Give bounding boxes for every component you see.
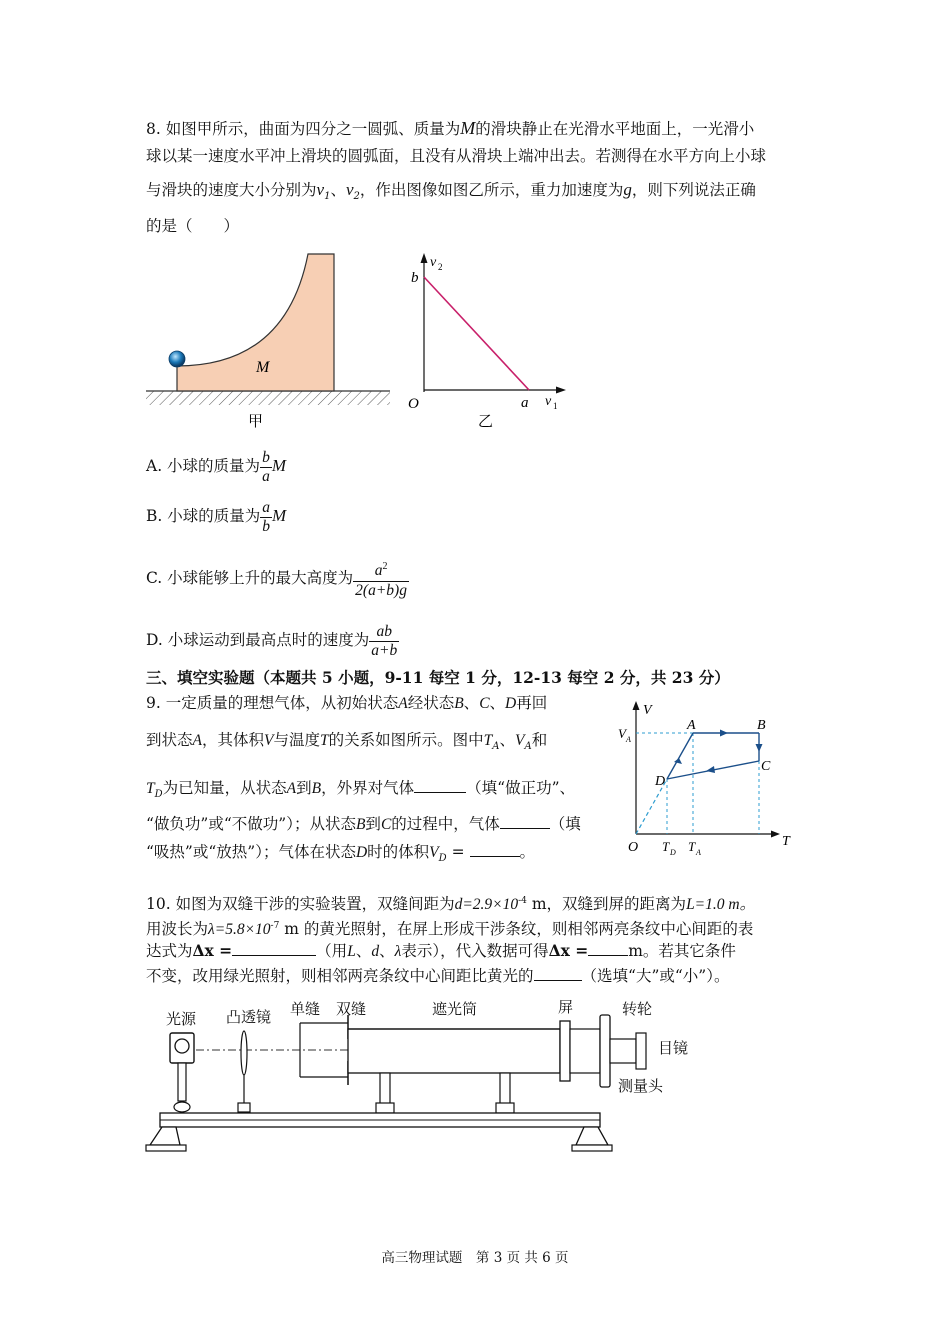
q8-line2 [146, 146, 766, 166]
q10-text: 不变，改用绿光照射，则相邻两亮条纹中心间距比黄光的 [146, 967, 534, 985]
state-c: C [479, 695, 490, 712]
fraction [353, 558, 409, 599]
state-a: A [398, 695, 408, 712]
q10-text: m。若其它条件 [628, 942, 736, 960]
support-1 [380, 1073, 390, 1105]
q9-line1: 9. 一定质量的理想气体，从初始状态A经状态B、C、D再回 [146, 694, 548, 712]
td-label: T [662, 839, 670, 854]
q9-text: 到状态 [146, 731, 193, 749]
point-d: D [655, 774, 666, 789]
va-label-sub: A [626, 735, 631, 744]
label-tube: 遮光筒 [432, 1002, 478, 1018]
q8-text: 与滑块的速度大小分别为 [146, 181, 317, 199]
q10-l-value: L=1.0 m。 [686, 896, 756, 914]
q10-text: （选填“大”或“小”）。 [581, 967, 730, 985]
y-axis-label: v [430, 255, 437, 270]
screen [560, 1021, 570, 1081]
label-wheel: 转轮 [622, 1002, 653, 1018]
caption-yi: 乙 [478, 414, 494, 430]
q8-v2-sub: 2 [353, 191, 360, 202]
blank-2[interactable] [500, 814, 550, 829]
blank-4[interactable] [232, 941, 316, 956]
caption-jia: 甲 [248, 414, 264, 430]
x-axis-label: v [545, 394, 552, 409]
q8-v1-sub: 1 [324, 191, 331, 202]
option-a [146, 446, 286, 486]
q9-text: 时的体积 [367, 843, 430, 861]
intercept-b: b [411, 270, 419, 286]
x-axis-sub: 1 [553, 401, 558, 411]
blank-5[interactable] [588, 941, 628, 956]
v-arrow [633, 701, 640, 710]
q10-d-value: d=2.9×10 [454, 896, 519, 914]
q9-text: 与温度 [273, 731, 320, 749]
frac-num: ab [369, 623, 399, 642]
q8-mass-symbol: M [460, 118, 476, 138]
q10-line4 [146, 966, 729, 986]
state-b: B [454, 695, 464, 712]
support-2-base [496, 1103, 514, 1113]
q9-line3 [146, 778, 575, 805]
l-symbol: L [347, 943, 356, 960]
volume-symbol: V [264, 732, 274, 749]
state-a: A [192, 732, 202, 749]
frac-den: a [262, 467, 270, 485]
option-c [146, 556, 409, 600]
bench-leg-left [150, 1127, 180, 1145]
intercept-a: a [521, 395, 529, 411]
page-footer: 高三物理试题 第 3 页 共 6 页 [381, 1250, 569, 1266]
frac-num: a [374, 562, 383, 580]
label-single-slit: 单缝 [290, 1002, 321, 1018]
q9-text: ，外界对气体 [321, 779, 415, 797]
temp-symbol: T [319, 732, 329, 749]
x-arrow [556, 387, 566, 394]
q10-text: m，双缝到屏的距离为 [526, 895, 687, 914]
q8-v2: v [345, 180, 354, 199]
convex-lens [241, 1031, 247, 1075]
point-b: B [757, 718, 766, 733]
fraction [369, 623, 399, 660]
state-c: C [380, 816, 392, 833]
q9-text: 的关系如图所示。图中 [328, 731, 484, 749]
point-a: A [687, 718, 696, 733]
frac-num: b [262, 448, 270, 466]
option-b [146, 496, 286, 536]
state-d: D [505, 695, 517, 712]
q9-text: 经状态 [407, 694, 455, 712]
vd-sub: D [438, 853, 447, 864]
option-b-text: B. 小球的质量为 [146, 507, 261, 525]
ta-label-sub: A [696, 848, 701, 857]
q9-text: 和 [531, 731, 548, 749]
blank-6[interactable] [534, 966, 582, 981]
q10-line3: 达式为Δx = （用L、d、λ表示），代入数据可得Δx = m。若其它条件 [146, 941, 736, 960]
q8-text: 8. 如图甲所示，曲面为四分之一圆弧、质量为 [146, 120, 461, 138]
frac-num-sup: 2 [382, 561, 388, 573]
q9-text: 再回 [516, 694, 548, 712]
point-c: C [761, 759, 771, 774]
vd-symbol: V [429, 844, 439, 861]
q9-text: “做负功”或“不做功”）；从状态 [146, 815, 356, 833]
t-axis-label: T [782, 834, 790, 849]
q10-text: 达式为 [146, 942, 193, 960]
q8-line3 [146, 180, 756, 207]
q10-text: （用 [316, 942, 348, 960]
q8-text: ，作出图像如图乙所示，重力加速度为 [359, 181, 624, 199]
lambda-symbol: λ [394, 943, 402, 960]
mass-label: M [256, 359, 270, 376]
q9-text: （填“做正功”、 [466, 779, 575, 797]
q8-v1: v [316, 180, 325, 199]
vt-graph [616, 700, 806, 860]
tube-end [570, 1029, 600, 1073]
dx-symbol: Δx = [548, 941, 589, 960]
bench-foot-left [146, 1145, 186, 1151]
q10-line2 [146, 916, 753, 940]
q8-text: 的滑块静止在光滑水平地面上，一光滑小 [475, 120, 755, 138]
option-a-text: A. 小球的质量为 [146, 457, 261, 475]
figure-yi [400, 250, 570, 440]
q9-text: 9. 一定质量的理想气体，从初始状态 [146, 694, 399, 712]
ta-symbol: T [483, 732, 493, 749]
label-lens: 凸透镜 [226, 1010, 272, 1026]
q9-text: 为已知量，从状态 [162, 779, 287, 797]
ground-hatch [146, 391, 390, 405]
t-arrow [771, 831, 780, 838]
arrow-ab [720, 730, 728, 737]
q9-line4: “做负功”或“不做功”）；从状态B到C的过程中，气体 （填 [146, 815, 581, 833]
q9-text: 的过程中，气体 [391, 815, 500, 833]
va-sub: A [524, 741, 532, 752]
q9-text: ，其体积 [201, 731, 264, 749]
q10-text: 表示），代入数据可得 [401, 942, 549, 960]
ta-label: T [688, 839, 696, 854]
q9-line2: 到状态A，其体积V与温度T的关系如图所示。图中$T_A$、$V_A$和 [146, 731, 548, 752]
fraction [260, 499, 272, 536]
y-arrow [421, 253, 428, 263]
label-eyepiece: 目镜 [658, 1041, 689, 1057]
q8-g: g [623, 180, 632, 199]
state-d: D [355, 844, 368, 861]
q10-text: m 的黄光照射，在屏上形成干涉条纹，则相邻两亮条纹中心间距的表 [279, 920, 754, 939]
q9-text: （填 [549, 815, 581, 833]
option-b-mass: M [272, 506, 287, 525]
blank-3[interactable] [470, 842, 520, 857]
q8-text: 球以某一速度水平冲上滑块的圆弧面，且没有从滑块上端冲出去。若测得在水平方向上小球 [146, 147, 767, 165]
d-symbol: d [371, 943, 380, 960]
frac-num: a [262, 498, 270, 516]
blank-1[interactable] [414, 778, 466, 793]
support-1-base [376, 1103, 394, 1113]
ta-sub: A [492, 741, 500, 752]
eyepiece [636, 1033, 646, 1069]
double-slit-apparatus [140, 995, 720, 1160]
state-a: A [286, 780, 297, 797]
turn-wheel [600, 1015, 610, 1087]
td-sub: D [154, 789, 163, 800]
state-b: B [311, 780, 322, 797]
fraction [260, 449, 272, 486]
lens-base [238, 1103, 250, 1112]
source-stand [178, 1063, 186, 1101]
arrow-bc [756, 744, 763, 752]
q10-text: 10. 如图为双缝干涉的实验装置，双缝间距为 [146, 895, 455, 914]
q8-text: 的是（ ） [146, 217, 240, 235]
path-da [667, 733, 693, 779]
ball [169, 351, 185, 367]
measuring-head [610, 1039, 636, 1063]
label-screen: 屏 [558, 1000, 574, 1016]
q9-line5: “吸热”或“放热”）；气体在状态D时的体积$V_D$ = 。 [146, 843, 536, 864]
origin-label: O [408, 396, 419, 412]
va-label: V [618, 726, 626, 741]
dx-symbol: Δx = [192, 941, 233, 960]
q8-sep: 、 [330, 181, 346, 199]
y-axis-sub: 2 [438, 262, 443, 272]
v-line [424, 277, 529, 390]
frac-den: b [262, 517, 270, 535]
va-symbol: V [515, 732, 525, 749]
frac-den: a+b [371, 641, 398, 659]
q10-text: 用波长为 [146, 920, 209, 939]
bench-foot-right [572, 1145, 612, 1151]
source-base [174, 1102, 190, 1112]
figure-jia [146, 250, 396, 440]
q10-lambda-value: λ=5.8×10 [208, 921, 271, 939]
q8-line1 [146, 118, 754, 139]
state-b: B [355, 816, 366, 833]
option-a-mass: M [271, 456, 286, 475]
arrow-cd [706, 766, 715, 773]
origin-o: O [628, 840, 639, 855]
label-double-slit: 双缝 [336, 1002, 367, 1018]
bulb [175, 1039, 189, 1053]
td-label-sub: D [670, 848, 676, 857]
q9-text: 。 [519, 843, 536, 861]
q10-line1 [146, 891, 755, 915]
section-heading: 三、填空实验题（本题共 5 小题，9-11 每空 1 分，12-13 每空 2 分，共 23 分） [146, 668, 730, 687]
bench-leg-right [576, 1127, 608, 1145]
q8-line4 [146, 216, 239, 236]
option-c-text: C. 小球能够上升的最大高度为 [146, 569, 354, 587]
support-2 [500, 1073, 510, 1105]
td-symbol: T [146, 780, 155, 797]
q9-text: “吸热”或“放热”）；气体在状态 [146, 843, 356, 861]
q9-text: 到 [296, 779, 312, 797]
q10-lambda-exp: -7 [270, 921, 280, 931]
v-axis-label: V [643, 703, 652, 718]
option-d [146, 618, 399, 662]
option-d-text: D. 小球运动到最高点时的速度为 [146, 631, 370, 649]
label-measuring-head: 测量头 [618, 1079, 664, 1095]
q8-text: ，则下列说法正确 [631, 181, 756, 199]
shading-tube [348, 1029, 560, 1073]
label-source: 光源 [166, 1012, 197, 1028]
q10-d-exp: -4 [518, 896, 527, 906]
frac-den: 2(a+b)g [355, 581, 407, 599]
